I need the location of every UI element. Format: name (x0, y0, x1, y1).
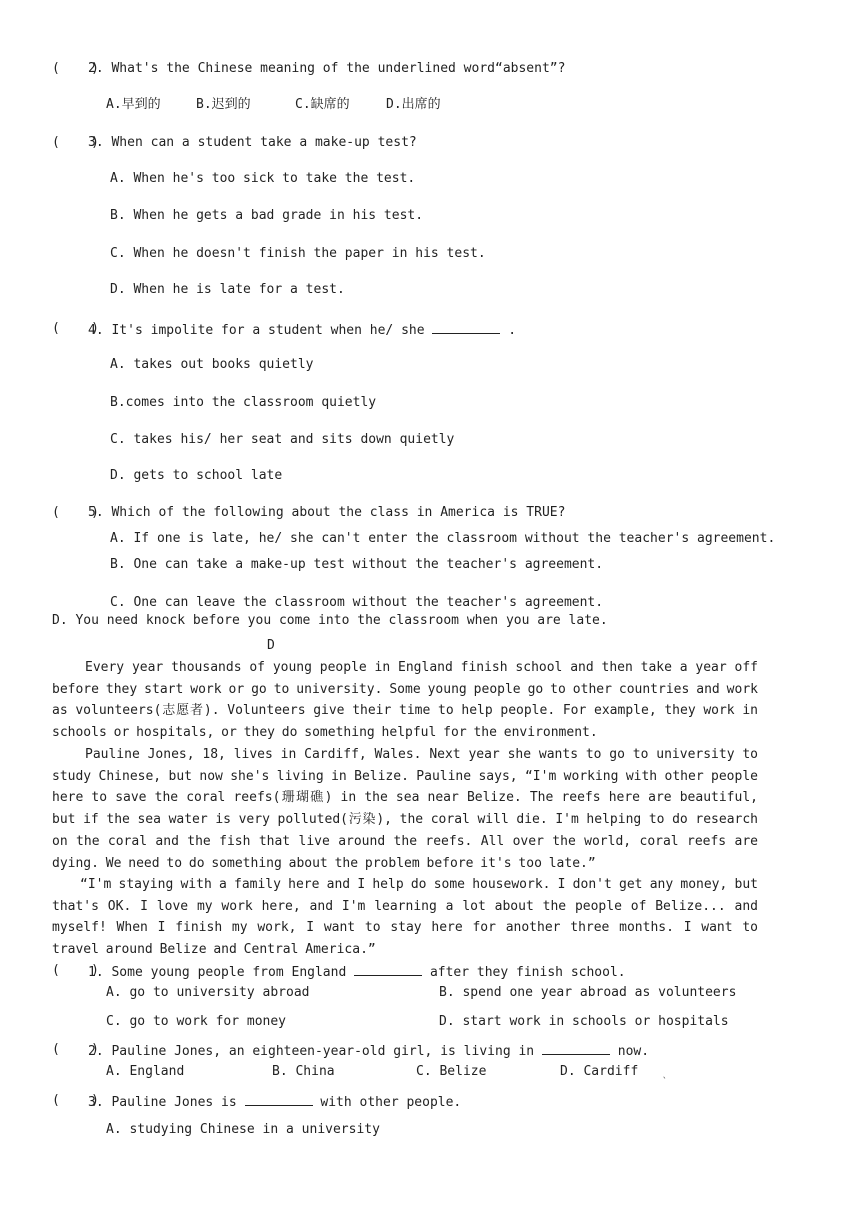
question-stem (88, 1093, 461, 1111)
option-b: B.comes into the classroom quietly (110, 395, 377, 410)
passage-line: dying. We need to do something about the problem before it's too late.” (52, 855, 596, 871)
passage-line: travel around Belize and Central America.” (52, 942, 376, 958)
option-d: D. When he is late for a test. (110, 282, 345, 297)
question-stem (88, 1042, 649, 1060)
answer-blank[interactable] (542, 1042, 610, 1055)
stem-text-end: after they finish school. (429, 965, 626, 980)
passage-line: Every year thousands of young people in England finish school and then take a year off (85, 660, 758, 675)
option-a: A. takes out books quietly (110, 357, 314, 372)
option-d: D. start work in schools or hospitals (439, 1014, 729, 1029)
option-c: C. One can leave the classroom without the teacher's agreement. (110, 595, 604, 610)
passage-line: Pauline Jones, 18, lives in Cardiff, Wales. Next year she wants to go to university to (85, 747, 758, 762)
option-a: A. When he's too sick to take the test. (110, 171, 416, 186)
passage-paragraph-1 (52, 657, 758, 744)
option-c: C. Belize (416, 1064, 487, 1079)
stem-text-end: now. (617, 1044, 650, 1059)
answer-blank[interactable] (432, 321, 500, 334)
stem-text: 3. Pauline Jones is (88, 1095, 237, 1110)
passage-paragraph-2 (52, 744, 758, 874)
passage-line: schools or hospitals, or they do something helpful for the environment. (52, 725, 598, 741)
passage-line: that's OK. I love my work here, and I'm learning a lot about the people of Belize... and (52, 898, 758, 914)
stem-text-end: . (508, 323, 517, 338)
option-d: D. Cardiff (560, 1064, 639, 1079)
option-a: A. go to university abroad (106, 985, 310, 1000)
passage-line: on the coral and the fish that live around the reefs. All over the world, coral reefs are (52, 833, 758, 849)
option-b: B. One can take a make-up test without the teacher's agreement. (110, 557, 604, 572)
option-a: A. studying Chinese in a university (106, 1122, 380, 1137)
passage-line: but if the sea water is very polluted(污染), the coral will die. I'm helping to do research (52, 812, 758, 828)
answer-blank[interactable] (354, 963, 422, 976)
option-b: B. spend one year abroad as volunteers (439, 985, 737, 1000)
answer-bracket[interactable]: ( ) (52, 505, 99, 520)
passage-paragraph-3 (52, 874, 758, 961)
answer-bracket[interactable]: ( ) (52, 321, 99, 336)
option-c: C. When he doesn't finish the paper in his test. (110, 246, 486, 261)
option-c: C. takes his/ her seat and sits down quietly (110, 432, 455, 447)
option-b: B. When he gets a bad grade in his test. (110, 208, 424, 223)
answer-bracket[interactable]: ( ) (52, 135, 99, 150)
answer-bracket[interactable]: ( ) (52, 1042, 99, 1057)
question-stem (88, 321, 516, 339)
question-stem (88, 963, 626, 981)
option-c: C.缺席的 (295, 97, 350, 112)
passage-line: here to save the coral reefs(珊瑚礁) in the sea near Belize. The reefs here are beautiful, (52, 790, 758, 806)
question-stem: 2. What's the Chinese meaning of the underlined word“absent”? (88, 61, 566, 76)
option-b: B.迟到的 (196, 97, 251, 112)
question-stem: 3. When can a student take a make-up test? (88, 135, 417, 150)
passage-line: before they start work or go to university. Some young people go to other countries and work (52, 681, 758, 697)
option-a: A.早到的 (106, 97, 161, 112)
stem-text: 1. Some young people from England (88, 965, 347, 980)
passage-line: “I'm staying with a family here and I help do some housework. I don't get any money, but (80, 877, 758, 892)
stem-text: 2. Pauline Jones, an eighteen-year-old girl, is living in (88, 1044, 535, 1059)
question-stem: 5. Which of the following about the class in America is TRUE? (88, 505, 566, 520)
passage-line: myself! When I finish my work, I want to stay here for another three months. I want to (52, 920, 758, 936)
answer-blank[interactable] (245, 1093, 313, 1106)
section-label: D (267, 638, 275, 653)
scan-mark: ` (662, 1077, 668, 1087)
option-b: B. China (272, 1064, 335, 1079)
option-d: D. gets to school late (110, 468, 283, 483)
answer-bracket[interactable]: ( ) (52, 1093, 99, 1108)
passage-line: as volunteers(志愿者). Volunteers give their time to help people. For example, they work in (52, 703, 758, 719)
answer-bracket[interactable]: ( ) (52, 963, 99, 978)
option-a: A. If one is late, he/ she can't enter the classroom without the teacher's agreement. (110, 531, 776, 546)
stem-text-end: with other people. (320, 1095, 462, 1110)
option-d: D.出席的 (386, 97, 441, 112)
passage-line: study Chinese, but now she's living in Belize. Pauline says, “I'm working with other people (52, 768, 758, 784)
option-a: A. England (106, 1064, 185, 1079)
option-d: D. You need knock before you come into the classroom when you are late. (52, 613, 608, 628)
option-c: C. go to work for money (106, 1014, 287, 1029)
stem-text: 4. It's impolite for a student when he/ she (88, 323, 425, 338)
answer-bracket[interactable]: ( ) (52, 61, 99, 76)
